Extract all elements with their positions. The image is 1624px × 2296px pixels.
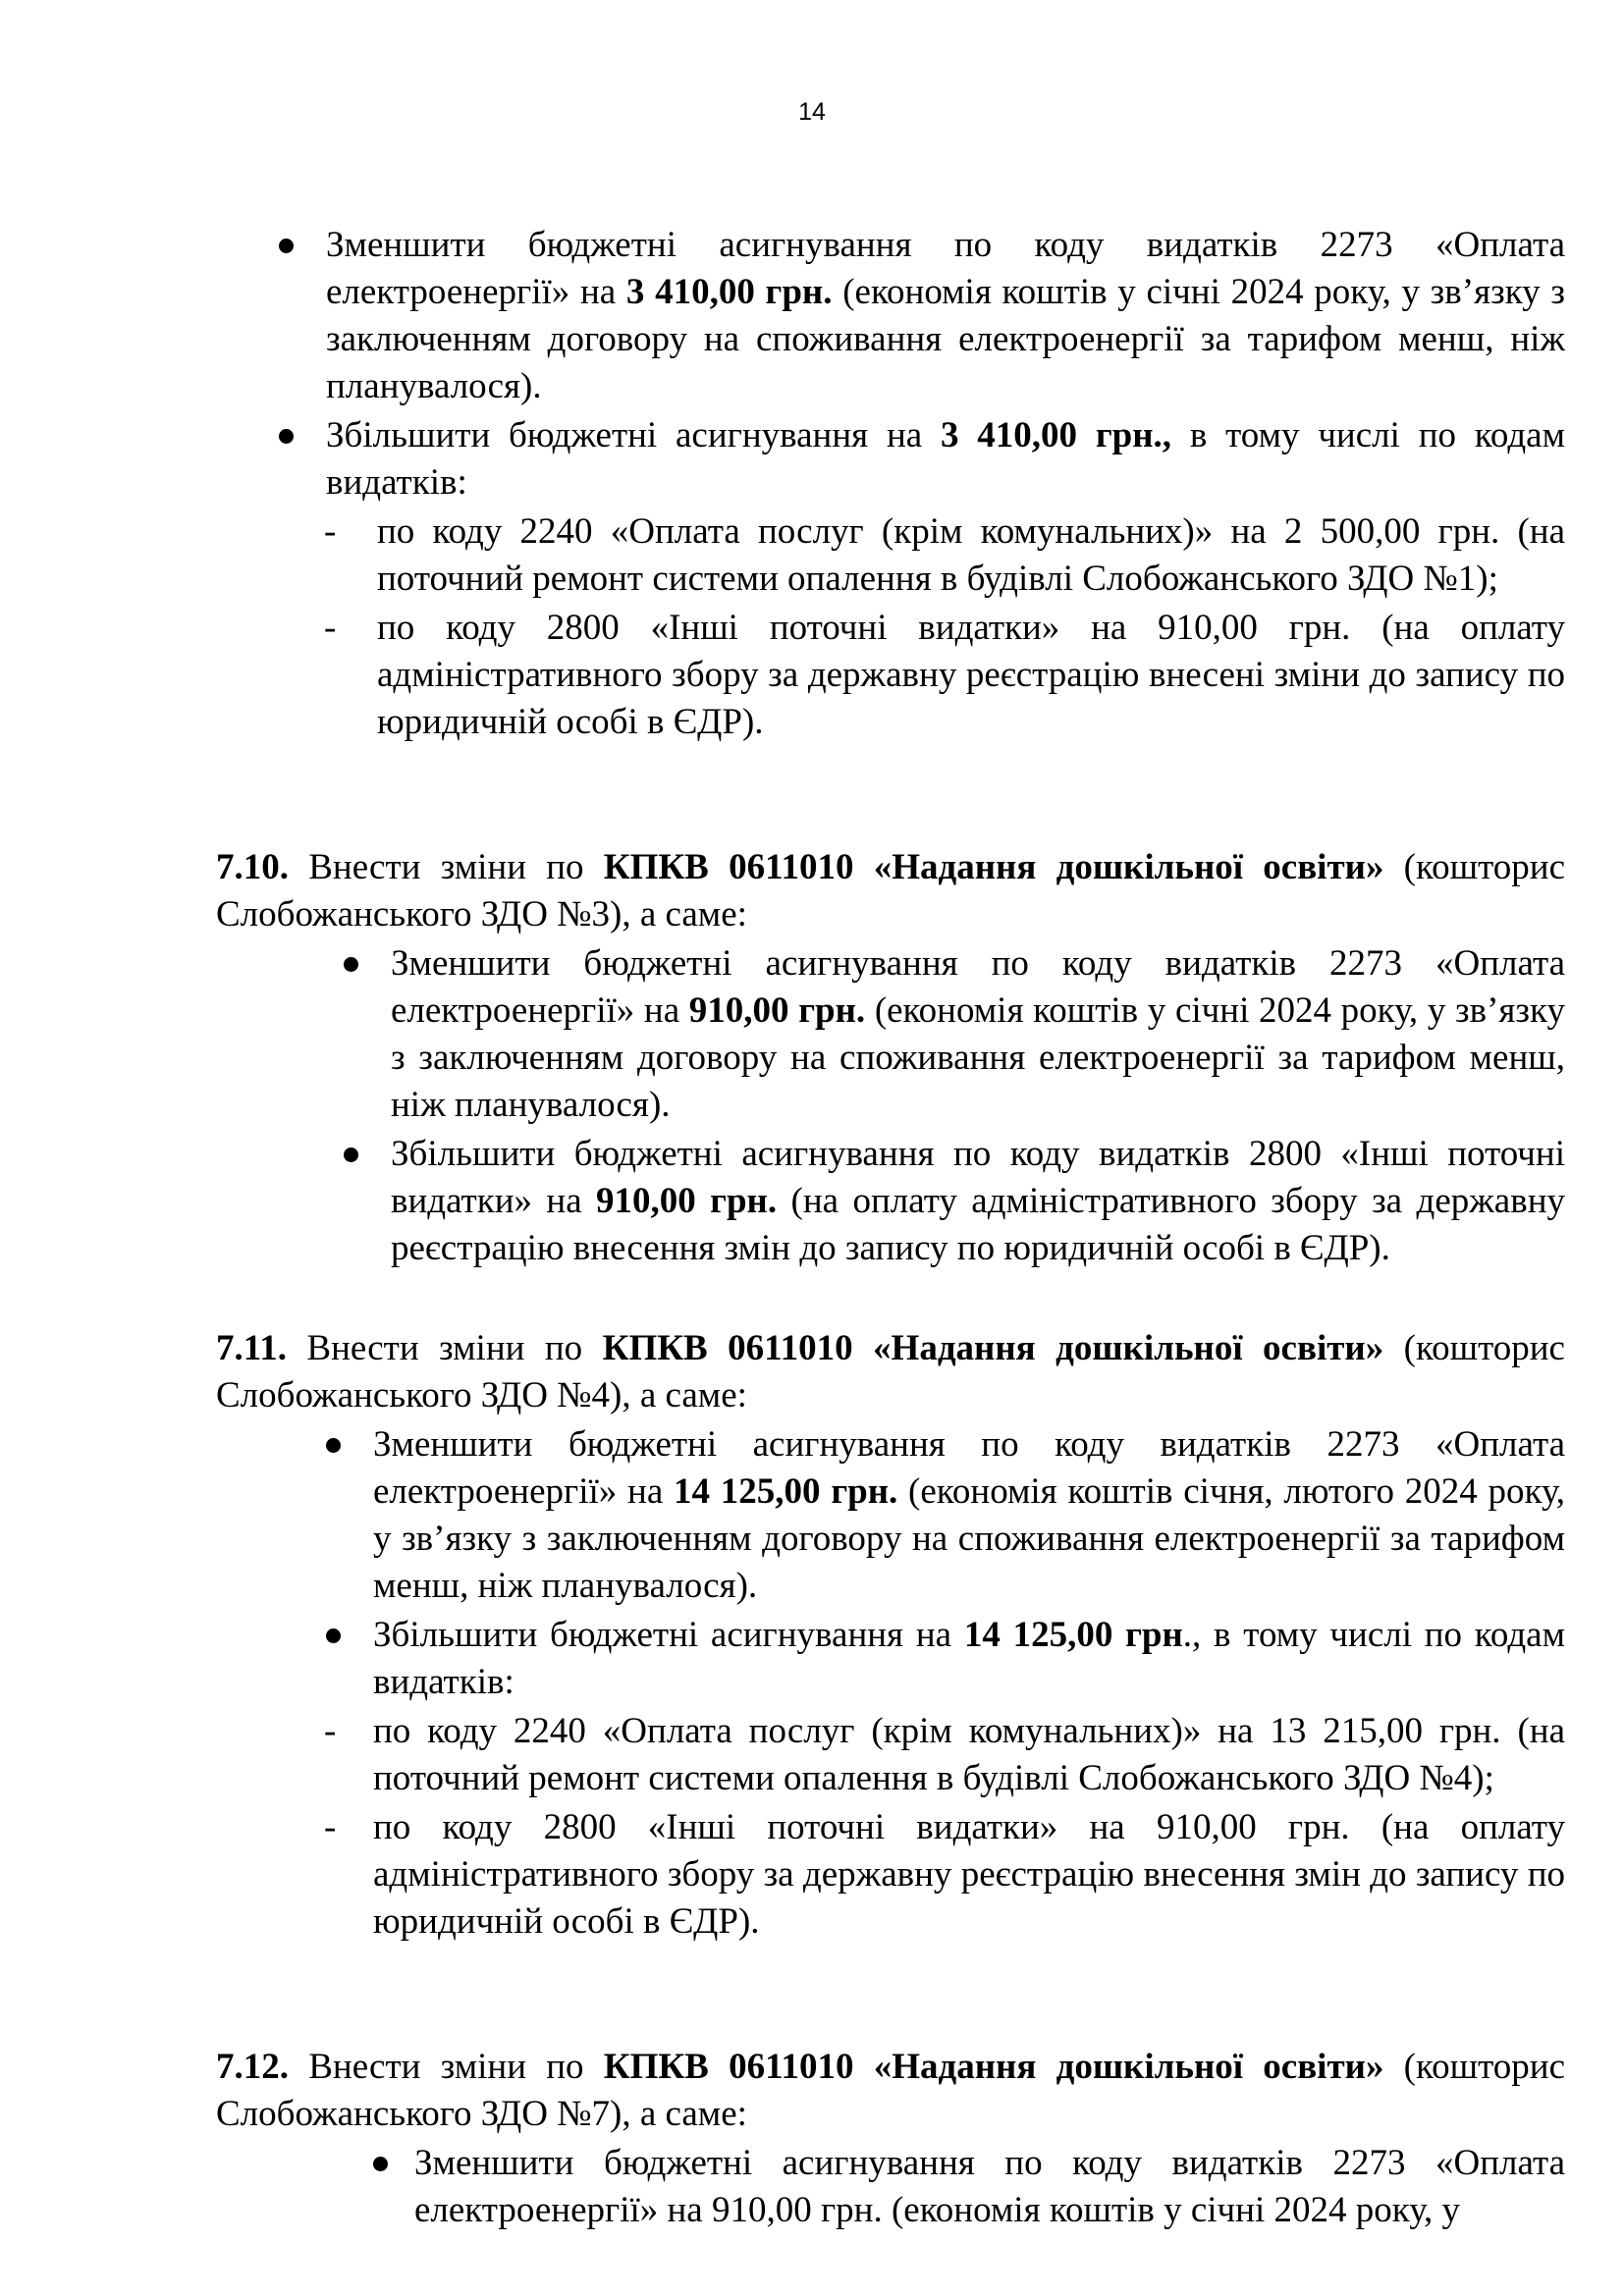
section-heading: 7.10. Внести зміни по КПКВ 0611010 «Надання дошкільної освіти» (кошторис Слобожанського ЗДО №3), а саме:	[216, 847, 1565, 934]
section-7-11	[216, 1325, 1565, 1946]
list-item-text: Збільшити бюджетні асигнування по коду видатків 2800 «Інші поточні видатки» на 910,00 грн. (на оплату адміністративного збору за державну реєстрацію внесення змін до запису по юридичній особі в ЄДР).	[391, 1134, 1566, 1268]
bullet-icon	[344, 1148, 358, 1162]
page-number: 14	[798, 98, 826, 126]
list-item	[279, 222, 1565, 410]
list-item-text: Зменшити бюджетні асигнування по коду видатків 2273 «Оплата електроенергії» на 14 125,00 грн. (економія коштів січня, лютого 2024 року, у зв’язку з заключенням договору на споживання електроенергії за тарифом менш, ніж планувалося).	[373, 1424, 1566, 1606]
section-heading: 7.12. Внести зміни по КПКВ 0611010 «Надання дошкільної освіти» (кошторис Слобожанського ЗДО №7), а саме:	[216, 2047, 1565, 2134]
section-7-12	[216, 2044, 1565, 2234]
list-item-text: Зменшити бюджетні асигнування по коду видатків 2273 «Оплата електроенергії» на 910,00 грн. (економія коштів у січні 2024 року, у зв’язку з заключенням договору на споживання електроенергії за тарифом менш, ніж планувалося).	[391, 943, 1565, 1125]
dash-marker: -	[324, 608, 337, 648]
list-item	[344, 940, 1565, 1129]
list-item	[326, 1421, 1565, 1610]
sub-list-item-text: по коду 2800 «Інші поточні видатки» на 910,00 грн. (на оплату адміністративного збору за державну реєстрацію внесення змін до запису по юридичній особі в ЄДР).	[373, 1807, 1565, 1942]
sub-list-item	[279, 605, 1565, 746]
sub-list-item-text: по коду 2240 «Оплата послуг (крім комунальних)» на 13 215,00 грн. (на поточний ремонт системи опалення в будівлі Слобожанського ЗДО №4);	[373, 1711, 1565, 1798]
dash-marker: -	[324, 511, 337, 552]
bullet-icon	[326, 1629, 341, 1643]
dash-marker: -	[324, 1807, 337, 1847]
bullet-icon	[373, 2157, 388, 2171]
dash-marker: -	[324, 1711, 337, 1751]
sub-list-item-text: по коду 2240 «Оплата послуг (крім комунальних)» на 2 500,00 грн. (на поточний ремонт системи опалення в будівлі Слобожанського ЗДО №1);	[377, 511, 1565, 599]
section-7-9-continuation	[279, 222, 1565, 746]
sub-list-item-text: по коду 2800 «Інші поточні видатки» на 910,00 грн. (на оплату адміністративного збору за державну реєстрацію внесені зміни до запису по юридичній особі в ЄДР).	[377, 608, 1565, 742]
sub-list-item	[326, 1804, 1565, 1946]
bullet-icon	[279, 239, 294, 253]
list-item	[326, 1612, 1565, 1706]
list-item	[279, 412, 1565, 507]
list-item-text: Збільшити бюджетні асигнування на 3 410,00 грн., в тому числі по кодам видатків:	[326, 415, 1565, 503]
sub-list-item	[326, 1708, 1565, 1802]
section-7-10	[216, 844, 1565, 1272]
bullet-icon	[279, 429, 294, 444]
section-heading: 7.11. Внести зміни по КПКВ 0611010 «Надання дошкільної освіти» (кошторис Слобожанського ЗДО №4), а саме:	[216, 1328, 1565, 1415]
bullet-icon	[344, 957, 358, 972]
list-item	[344, 1131, 1565, 1272]
list-item-text: Зменшити бюджетні асигнування по коду видатків 2273 «Оплата електроенергії» на 3 410,00 грн. (економія коштів у січні 2024 року, у зв’язку з заключенням договору на споживання електроенергії за тарифом менш, ніж планувалося).	[326, 225, 1565, 406]
list-item	[373, 2140, 1565, 2234]
sub-list-item	[279, 508, 1565, 603]
list-item-text: Зменшити бюджетні асигнування по коду видатків 2273 «Оплата електроенергії» на 910,00 грн. (економія коштів у січні 2024 року, у	[414, 2143, 1565, 2230]
list-item-text: Збільшити бюджетні асигнування на 14 125,00 грн., в тому числі по кодам видатків:	[373, 1615, 1565, 1702]
bullet-icon	[326, 1438, 341, 1453]
